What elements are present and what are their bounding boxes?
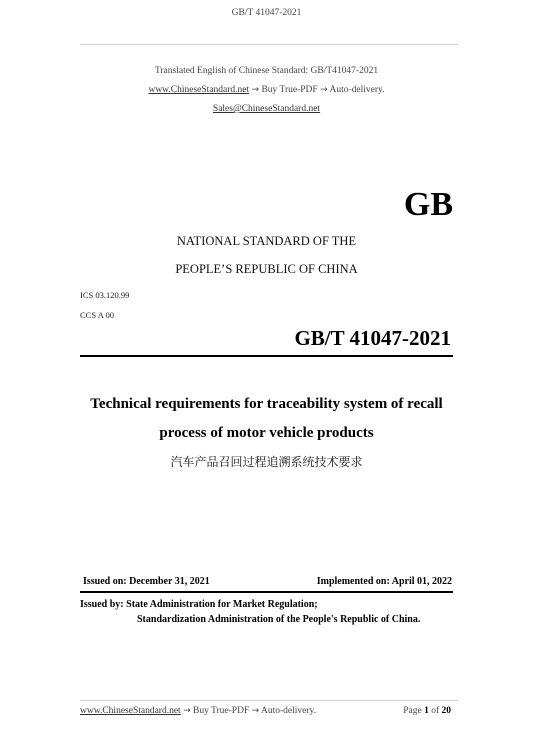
standard-number-rule (80, 355, 453, 357)
header-divider (80, 44, 458, 45)
footer-buy-text: Buy True-PDF (193, 706, 250, 716)
issuer-line1: Issued by: State Administration for Market Regulation; (80, 599, 318, 610)
site-link[interactable]: www.ChineseStandard.net (148, 85, 250, 95)
ccs-code: CCS A 00 (80, 310, 115, 320)
footer-links-row (80, 706, 316, 716)
footer-divider (80, 700, 458, 701)
chinese-title: 汽车产品召回过程追溯系统技术要求 (170, 455, 363, 469)
arrow-right-icon: → (251, 706, 260, 716)
auto-delivery-text: Auto-delivery. (329, 85, 385, 95)
footer-site-link[interactable]: www.ChineseStandard.net (80, 706, 181, 716)
page-indicator (403, 706, 451, 716)
title-line2: process of motor vehicle products (159, 425, 374, 441)
page-current: 1 (424, 706, 429, 716)
footer-delivery-text: Auto-delivery. (261, 706, 317, 716)
issued-date: Issued on: December 31, 2021 (83, 576, 210, 587)
promo-line: Translated English of Chinese Standard: GB/T41047-2021 (154, 66, 379, 76)
email-link[interactable]: Sales@ChineseStandard.net (212, 104, 321, 114)
national-standard-line1: NATIONAL STANDARD OF THE (176, 234, 357, 248)
arrow-right-icon: → (183, 706, 191, 716)
page-of: of (431, 706, 440, 716)
arrow-right-icon: → (320, 85, 328, 95)
implemented-date: Implemented on: April 01, 2022 (316, 576, 452, 587)
title-line1: Technical requirements for traceability system of recall (90, 396, 443, 412)
running-header: GB/T 41047-2021 (231, 8, 302, 18)
national-standard-line2: PEOPLE’S REPUBLIC OF CHINA (175, 262, 358, 276)
arrow-right-icon: → (251, 85, 260, 95)
promo-links-row (0, 85, 533, 95)
buy-true-pdf-text: Buy True-PDF (261, 85, 318, 95)
email-row (0, 104, 533, 114)
dates-rule (80, 591, 453, 593)
ics-code: ICS 03.120.99 (80, 290, 130, 300)
page-label: Page (403, 706, 422, 716)
gb-logo: GB (403, 186, 453, 223)
page-total: 20 (441, 706, 451, 716)
standard-number: GB/T 41047-2021 (294, 326, 451, 350)
issuer-line2: Standardization Administration of the People's Republic of China. (137, 614, 421, 625)
